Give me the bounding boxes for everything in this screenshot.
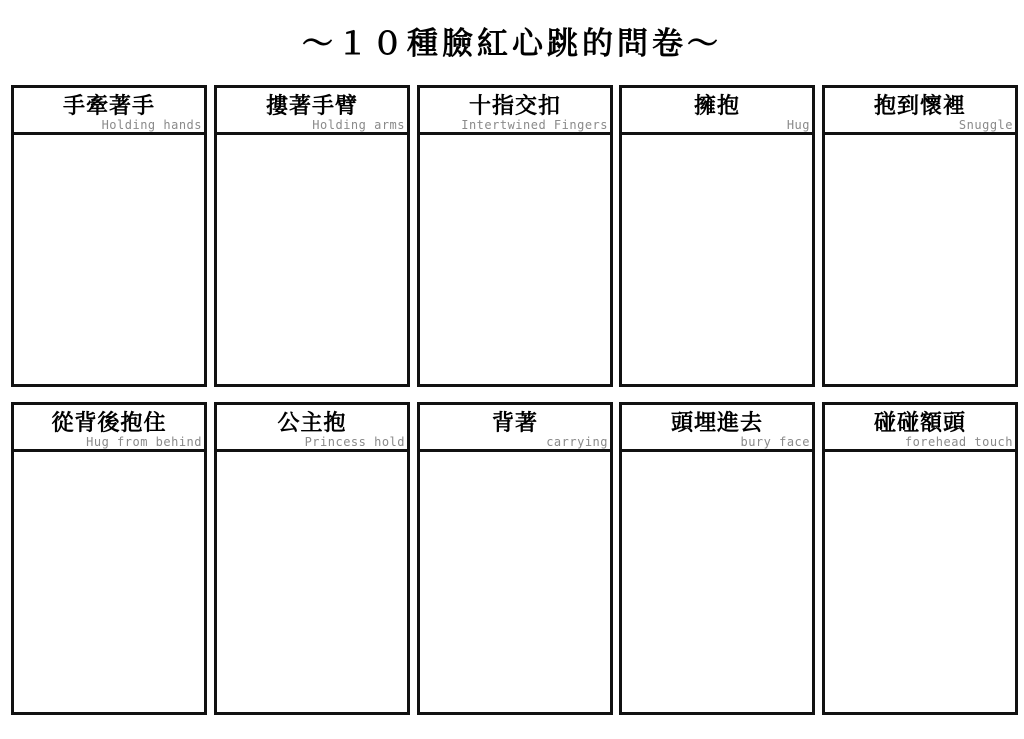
panel-label-en: bury face [740, 435, 810, 449]
panel-label-en: Holding arms [312, 118, 405, 132]
panel-label-en: carrying [546, 435, 608, 449]
panel-header [420, 88, 610, 135]
panel-hug [619, 85, 815, 387]
panel-label-zh: 公主抱 [277, 411, 347, 436]
panel-label-zh: 背著 [491, 411, 538, 436]
panel-label-en: Holding hands [101, 118, 202, 132]
panel-header [14, 405, 204, 452]
panel-princess-hold [214, 402, 410, 715]
panel-label-zh: 十指交扣 [468, 94, 561, 119]
panel-label-zh: 手牽著手 [62, 94, 155, 119]
panel-label-zh: 頭埋進去 [670, 411, 763, 436]
panel-header [622, 88, 812, 135]
panel-label-zh: 摟著手臂 [265, 94, 358, 119]
panel-label-en: Intertwined Fingers [461, 118, 608, 132]
panel-intertwined-fingers [417, 85, 613, 387]
panel-header [825, 88, 1015, 135]
panel-carrying [417, 402, 613, 715]
panel-header [217, 405, 407, 452]
panel-hug-from-behind [11, 402, 207, 715]
panel-header [622, 405, 812, 452]
panel-label-en: forehead touch [904, 435, 1013, 449]
panel-label-en: Hug [786, 118, 810, 132]
panel-label-en: Princess hold [304, 435, 405, 449]
panel-holding-arms [214, 85, 410, 387]
panel-label-zh: 抱到懷裡 [873, 94, 966, 119]
panel-header [217, 88, 407, 135]
panel-forehead-touch [822, 402, 1018, 715]
panel-label-en: Snuggle [958, 118, 1013, 132]
panel-label-en: Hug from behind [86, 435, 202, 449]
panel-header [825, 405, 1015, 452]
panel-bury-face [619, 402, 815, 715]
panel-label-zh: 從背後抱住 [51, 411, 167, 436]
panel-label-zh: 碰碰額頭 [873, 411, 966, 436]
panel-header [420, 405, 610, 452]
panel-holding-hands [11, 85, 207, 387]
page-title: ～１０種臉紅心跳的問卷～ [302, 26, 722, 62]
panel-snuggle [822, 85, 1018, 387]
panel-label-zh: 擁抱 [693, 94, 740, 119]
panel-header [14, 88, 204, 135]
